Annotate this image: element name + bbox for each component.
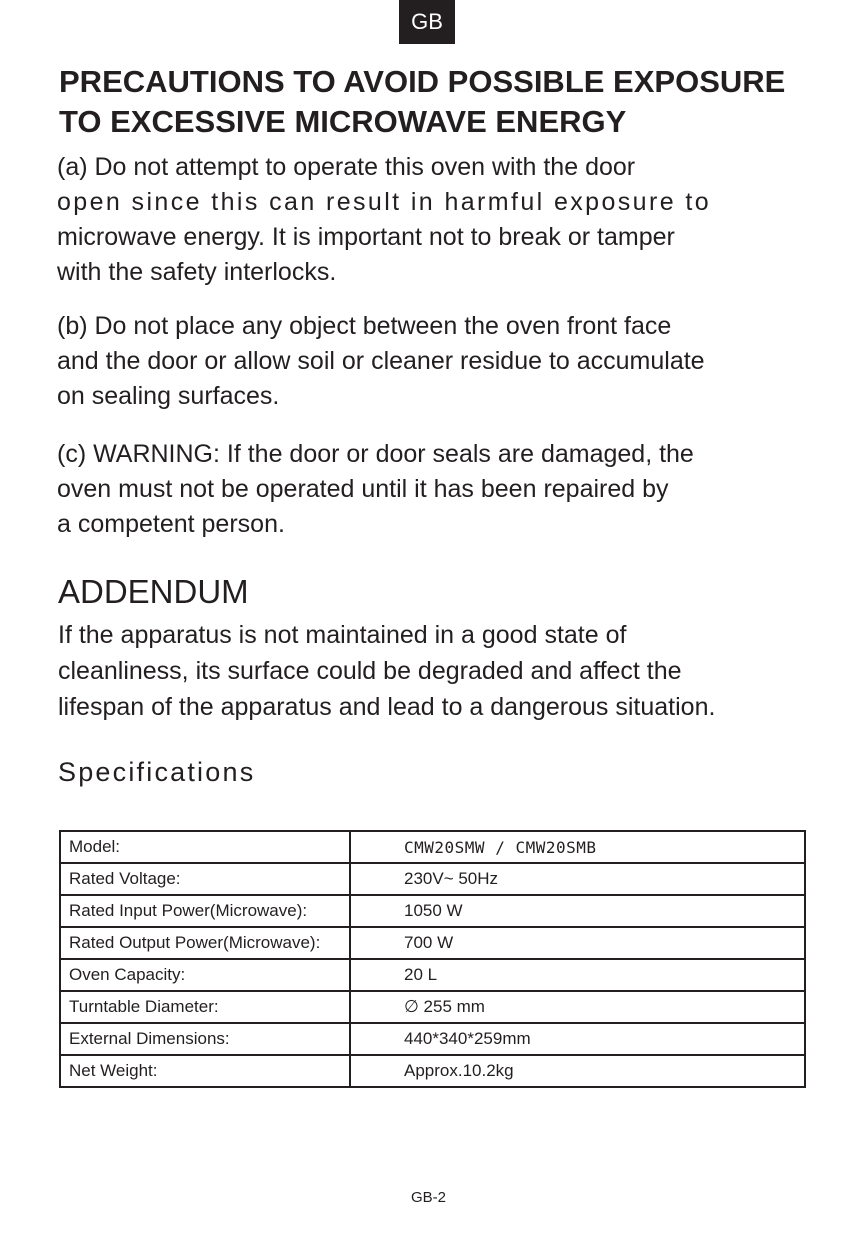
spec-value: Approx.10.2kg — [350, 1055, 805, 1087]
table-row — [60, 991, 805, 1023]
table-row — [60, 1055, 805, 1087]
precaution-a — [57, 150, 797, 290]
table-row — [60, 831, 805, 863]
spec-label: Rated Output Power(Microwave): — [60, 927, 350, 959]
spec-value: ∅ 255 mm — [350, 991, 805, 1023]
spec-value: CMW20SMW / CMW20SMB — [350, 831, 805, 863]
spec-value: 1050 W — [350, 895, 805, 927]
spec-label: External Dimensions: — [60, 1023, 350, 1055]
precaution-b-line: and the door or allow soil or cleaner residue to accumulate — [57, 347, 705, 375]
precaution-c — [57, 437, 797, 542]
spec-value: 440*340*259mm — [350, 1023, 805, 1055]
spec-label: Rated Input Power(Microwave): — [60, 895, 350, 927]
spec-label: Net Weight: — [60, 1055, 350, 1087]
addendum-line: cleanliness, its surface could be degraded and affect the — [58, 657, 682, 685]
addendum-text — [58, 617, 818, 725]
addendum-line: If the apparatus is not maintained in a good state of — [58, 621, 627, 649]
table-row — [60, 959, 805, 991]
specifications-title: Specifications — [58, 757, 256, 787]
table-row — [60, 927, 805, 959]
precaution-a-line: with the safety interlocks. — [57, 258, 337, 286]
page-number: GB-2 — [410, 1189, 446, 1206]
addendum-line: lifespan of the apparatus and lead to a dangerous situation. — [58, 693, 716, 721]
spec-label: Model: — [60, 831, 350, 863]
precaution-b-line: on sealing surfaces. — [57, 382, 280, 410]
spec-value: 230V~ 50Hz — [350, 863, 805, 895]
addendum-title: ADDENDUM — [58, 573, 249, 610]
table-row — [60, 1023, 805, 1055]
spec-label: Turntable Diameter: — [60, 991, 350, 1023]
precaution-c-line: oven must not be operated until it has been repaired by — [57, 475, 669, 503]
spec-label: Oven Capacity: — [60, 959, 350, 991]
table-row — [60, 863, 805, 895]
precaution-a-line: microwave energy. It is important not to break or tamper — [57, 223, 675, 251]
spec-value: 700 W — [350, 927, 805, 959]
precaution-a-line: (a) Do not attempt to operate this oven with the door — [57, 153, 636, 181]
heading-line-2: TO EXCESSIVE MICROWAVE ENERGY — [59, 104, 627, 139]
precaution-b — [57, 309, 797, 414]
spec-value: 20 L — [350, 959, 805, 991]
precaution-c-line: a competent person. — [57, 510, 285, 538]
table-row — [60, 895, 805, 927]
precaution-c-line: (c) WARNING: If the door or door seals are damaged, the — [57, 440, 694, 468]
specifications-table — [59, 830, 806, 1088]
page-heading — [59, 62, 819, 142]
precaution-b-line: (b) Do not place any object between the oven front face — [57, 312, 672, 340]
heading-line-1: PRECAUTIONS TO AVOID POSSIBLE EXPOSURE — [59, 64, 786, 99]
precaution-a-line: open since this can result in harmful exposure to — [57, 188, 712, 216]
language-tab: GB — [399, 0, 455, 44]
spec-label: Rated Voltage: — [60, 863, 350, 895]
